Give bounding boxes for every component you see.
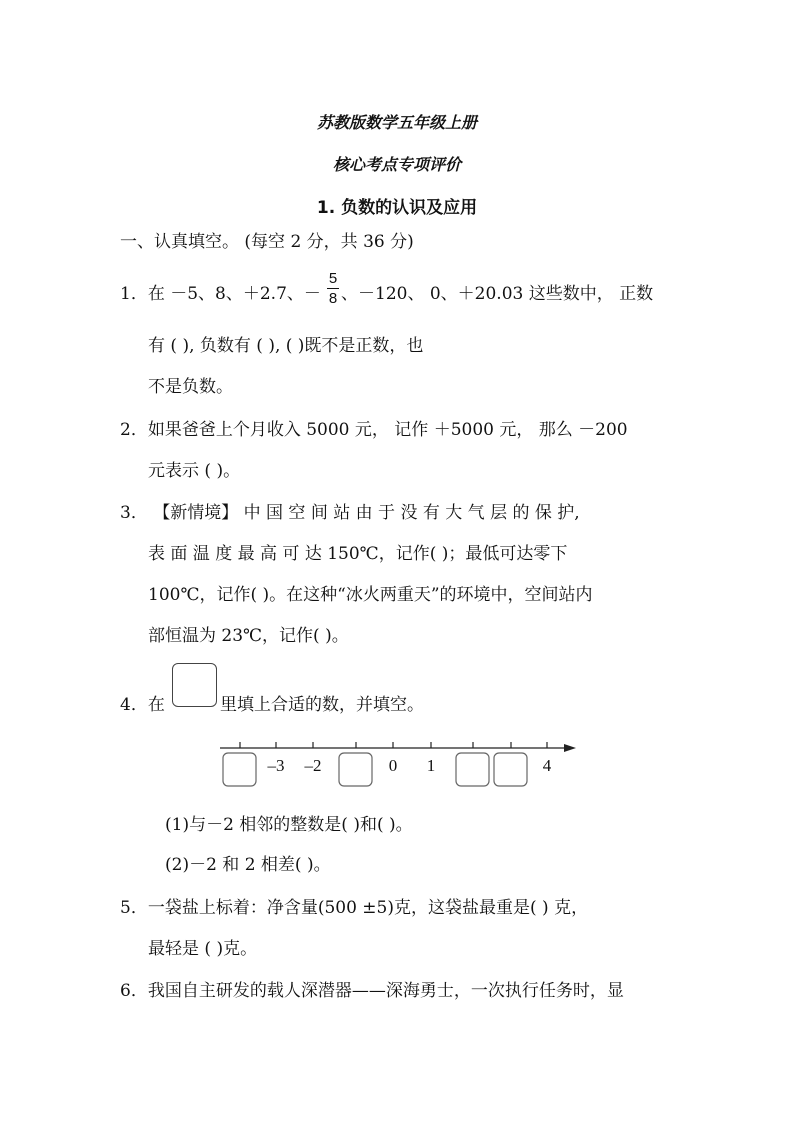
tick-label: –2 <box>304 756 322 775</box>
q1-line1-a: 1．在 －5、8、＋2.7、－ <box>120 284 321 304</box>
number-line <box>210 735 590 795</box>
q1-line3: 不是负数。 <box>148 377 233 397</box>
q3-line4: 部恒温为 23℃，记作( )。 <box>148 626 349 646</box>
q4-part1: (1)与－2 相邻的整数是( )和( )。 <box>165 815 413 835</box>
tick-label: 1 <box>426 756 436 775</box>
q3-line3: 100℃，记作( )。在这种“冰火两重天”的环境中，空间站内 <box>148 585 593 605</box>
part-heading: 一、认真填空。 (每空 2 分，共 36 分) <box>120 232 414 252</box>
answer-box[interactable] <box>456 753 489 786</box>
q1-line2: 有 ( ), 负数有 ( ), ( )既不是正数，也 <box>148 336 424 356</box>
tick-label: 4 <box>542 756 552 775</box>
q5-line2: 最轻是 ( )克。 <box>148 939 258 959</box>
tick-label: –3 <box>267 756 285 775</box>
q6-line1: 6．我国自主研发的载人深潜器——深海勇士，一次执行任务时，显 <box>120 981 624 1001</box>
document-subtitle: 核心考点专项评价 <box>332 155 461 174</box>
q3-line1: 3． 【新情境】 中 国 空 间 站 由 于 没 有 大 气 层 的 保 护, <box>120 503 580 523</box>
q4-part2: (2)－2 和 2 相差( )。 <box>165 855 331 875</box>
q5-line1: 5．一袋盐上标着：净含量(500 ±5)克，这袋盐最重是( ) 克， <box>120 898 589 918</box>
document-title: 苏教版数学五年级上册 <box>316 113 477 132</box>
answer-box[interactable] <box>223 753 256 786</box>
fraction-denominator: 8 <box>328 290 338 307</box>
fraction-five-eighths <box>327 270 339 307</box>
fraction-numerator: 5 <box>328 270 338 287</box>
section-title: 1. 负数的认识及应用 <box>316 198 478 218</box>
q2-line2: 元表示 ( )。 <box>148 461 241 481</box>
q3-line2: 表 面 温 度 最 高 可 达 150℃，记作( )；最低可达零下 <box>148 544 568 564</box>
q4-prefix: 4．在 <box>120 695 165 715</box>
answer-box[interactable] <box>339 753 372 786</box>
tick-label: 0 <box>388 756 398 775</box>
fraction-bar <box>327 288 339 289</box>
example-answer-box <box>172 663 217 707</box>
answer-box[interactable] <box>494 753 527 786</box>
q1-line1-b: 、－120、 0、＋20.03 这些数中， 正数 <box>341 284 654 304</box>
q2-line1: 2．如果爸爸上个月收入 5000 元， 记作 ＋5000 元， 那么 －200 <box>120 420 628 440</box>
number-line-arrow <box>564 744 576 752</box>
q4-suffix: 里填上合适的数，并填空。 <box>220 695 424 715</box>
